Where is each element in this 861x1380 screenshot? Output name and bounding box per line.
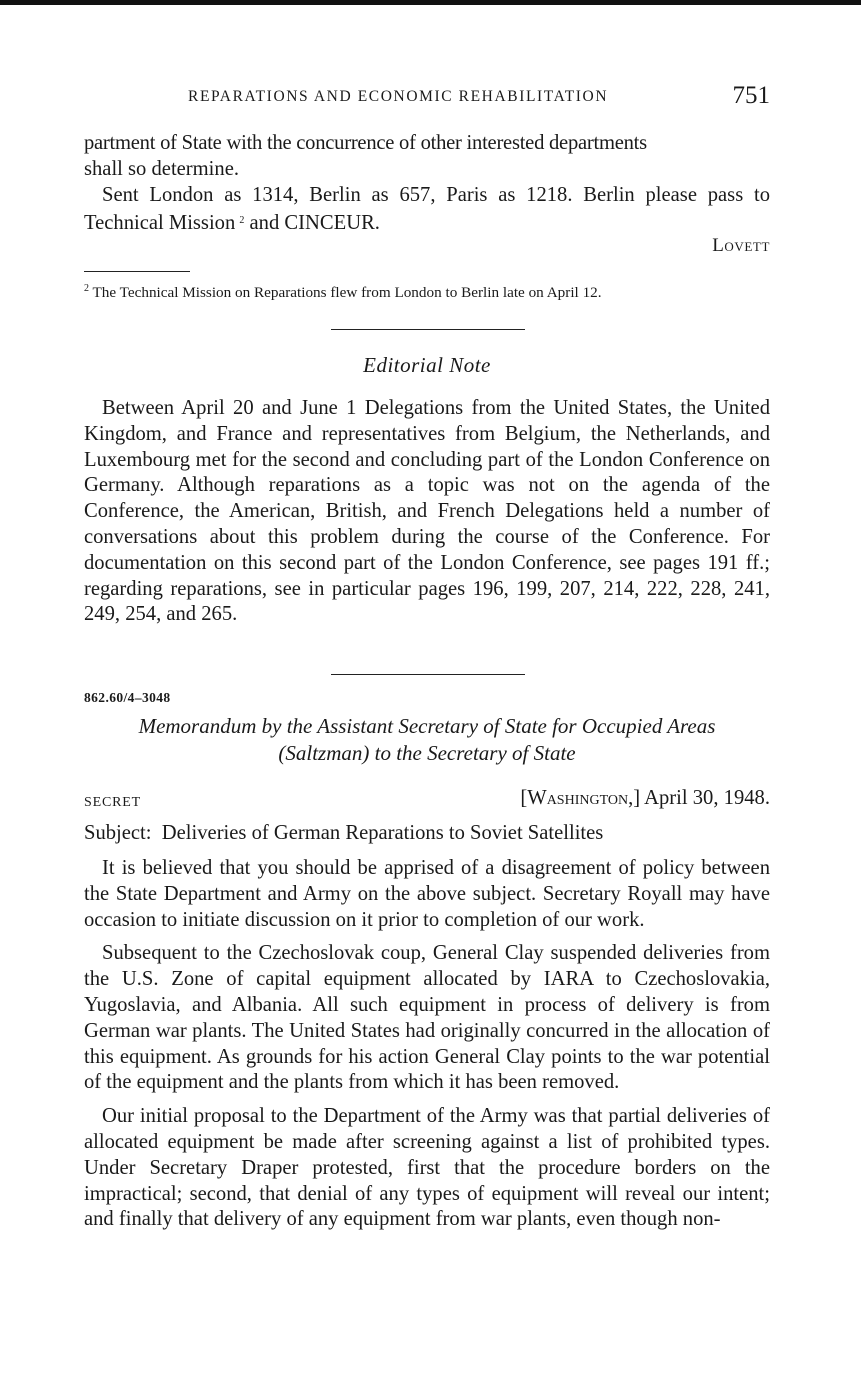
editorial-note	[84, 396, 770, 628]
subject-text: Deliveries of German Reparations to Soviet Satellites	[161, 822, 604, 844]
classification-label: SECRET	[84, 795, 141, 810]
subject-label: Subject:	[84, 822, 152, 844]
memo-paragraph: It is believed that you should be apprised of a disagreement of policy between the State Department and Army on the above subject. Secretary Royall may have occasion to initiate discussion on it prior to completion of our work.	[84, 857, 770, 931]
sent-text-end: and CINCEUR.	[244, 212, 380, 235]
sent-paragraph	[84, 183, 770, 238]
memorandum-title-line-2: (Saltzman) to the Secretary of State	[278, 741, 576, 765]
memorandum-title	[84, 713, 770, 767]
top-edge-rule	[0, 0, 861, 5]
running-head	[84, 82, 770, 114]
cable-ending	[84, 131, 770, 237]
memo-paragraph: Subsequent to the Czechoslovak coup, General Clay suspended deliveries from the U.S. Zone of capital equipment allocated by IARA to Czechoslovakia, Yugoslavia, and Albania. All such equipment in process of delivery is from German war plants. The United States had originally concurred in the allocation of this equipment. As grounds for his action General Clay points to the war potential of the equipment and the plants from which it has been removed.	[84, 942, 770, 1094]
footnote-reference: 2	[239, 215, 245, 227]
sent-text: Sent London as 1314, Berlin as 657, Paris as 1218. Berlin please pass to Technical Mission	[84, 183, 770, 235]
cable-line-2: shall so determine.	[84, 157, 239, 180]
file-number: 862.60/4–3048	[84, 690, 171, 705]
section-divider	[331, 329, 525, 330]
subject-line	[84, 822, 603, 845]
dateline-place: [Washington,]	[520, 787, 641, 809]
footnote-marker: 2	[84, 283, 89, 294]
section-divider	[331, 674, 525, 675]
signature: Lovett	[712, 235, 770, 256]
dateline-date: April 30, 1948.	[644, 787, 770, 809]
cable-line-1: partment of State with the concurrence of other interested departments	[84, 132, 647, 154]
footnote-divider	[84, 271, 190, 272]
page-number: 751	[732, 82, 770, 109]
editorial-note-body: Between April 20 and June 1 Delegations from the United States, the United Kingdom, and France and representatives from Belgium, the Netherlands, and Luxembourg met for the second and concluding part of the London Conference on Germany. Although reparations as a topic was not on the agenda of the Conference, the American, British, and French Delegations held a number of conversations about this problem during the course of the Conference. For documentation on this second part of the London Conference, see pages 191 ff.; regarding reparations, see in particular pages 196, 199, 207, 214, 222, 228, 241, 249, 254, and 265.	[84, 397, 770, 626]
memo-paragraph: Our initial proposal to the Department of the Army was that partial deliveries of allocated equipment be made after screening against a list of prohibited types. Under Secretary Draper protested, first that the procedure borders on the impractical; second, that denial of any types of equipment will reveal our intent; and finally that delivery of any equipment from war plants, even though non-	[84, 1105, 770, 1231]
dateline	[520, 787, 770, 810]
editorial-note-heading: Editorial Note	[363, 353, 491, 377]
footnote	[84, 280, 770, 303]
running-head-title: REPARATIONS AND ECONOMIC REHABILITATION	[188, 88, 609, 105]
memorandum-title-line-1: Memorandum by the Assistant Secretary of State for Occupied Areas	[138, 714, 716, 738]
memorandum-body	[84, 856, 770, 1233]
footnote-text: The Technical Mission on Reparations flew from London to Berlin late on April 12.	[92, 284, 602, 301]
